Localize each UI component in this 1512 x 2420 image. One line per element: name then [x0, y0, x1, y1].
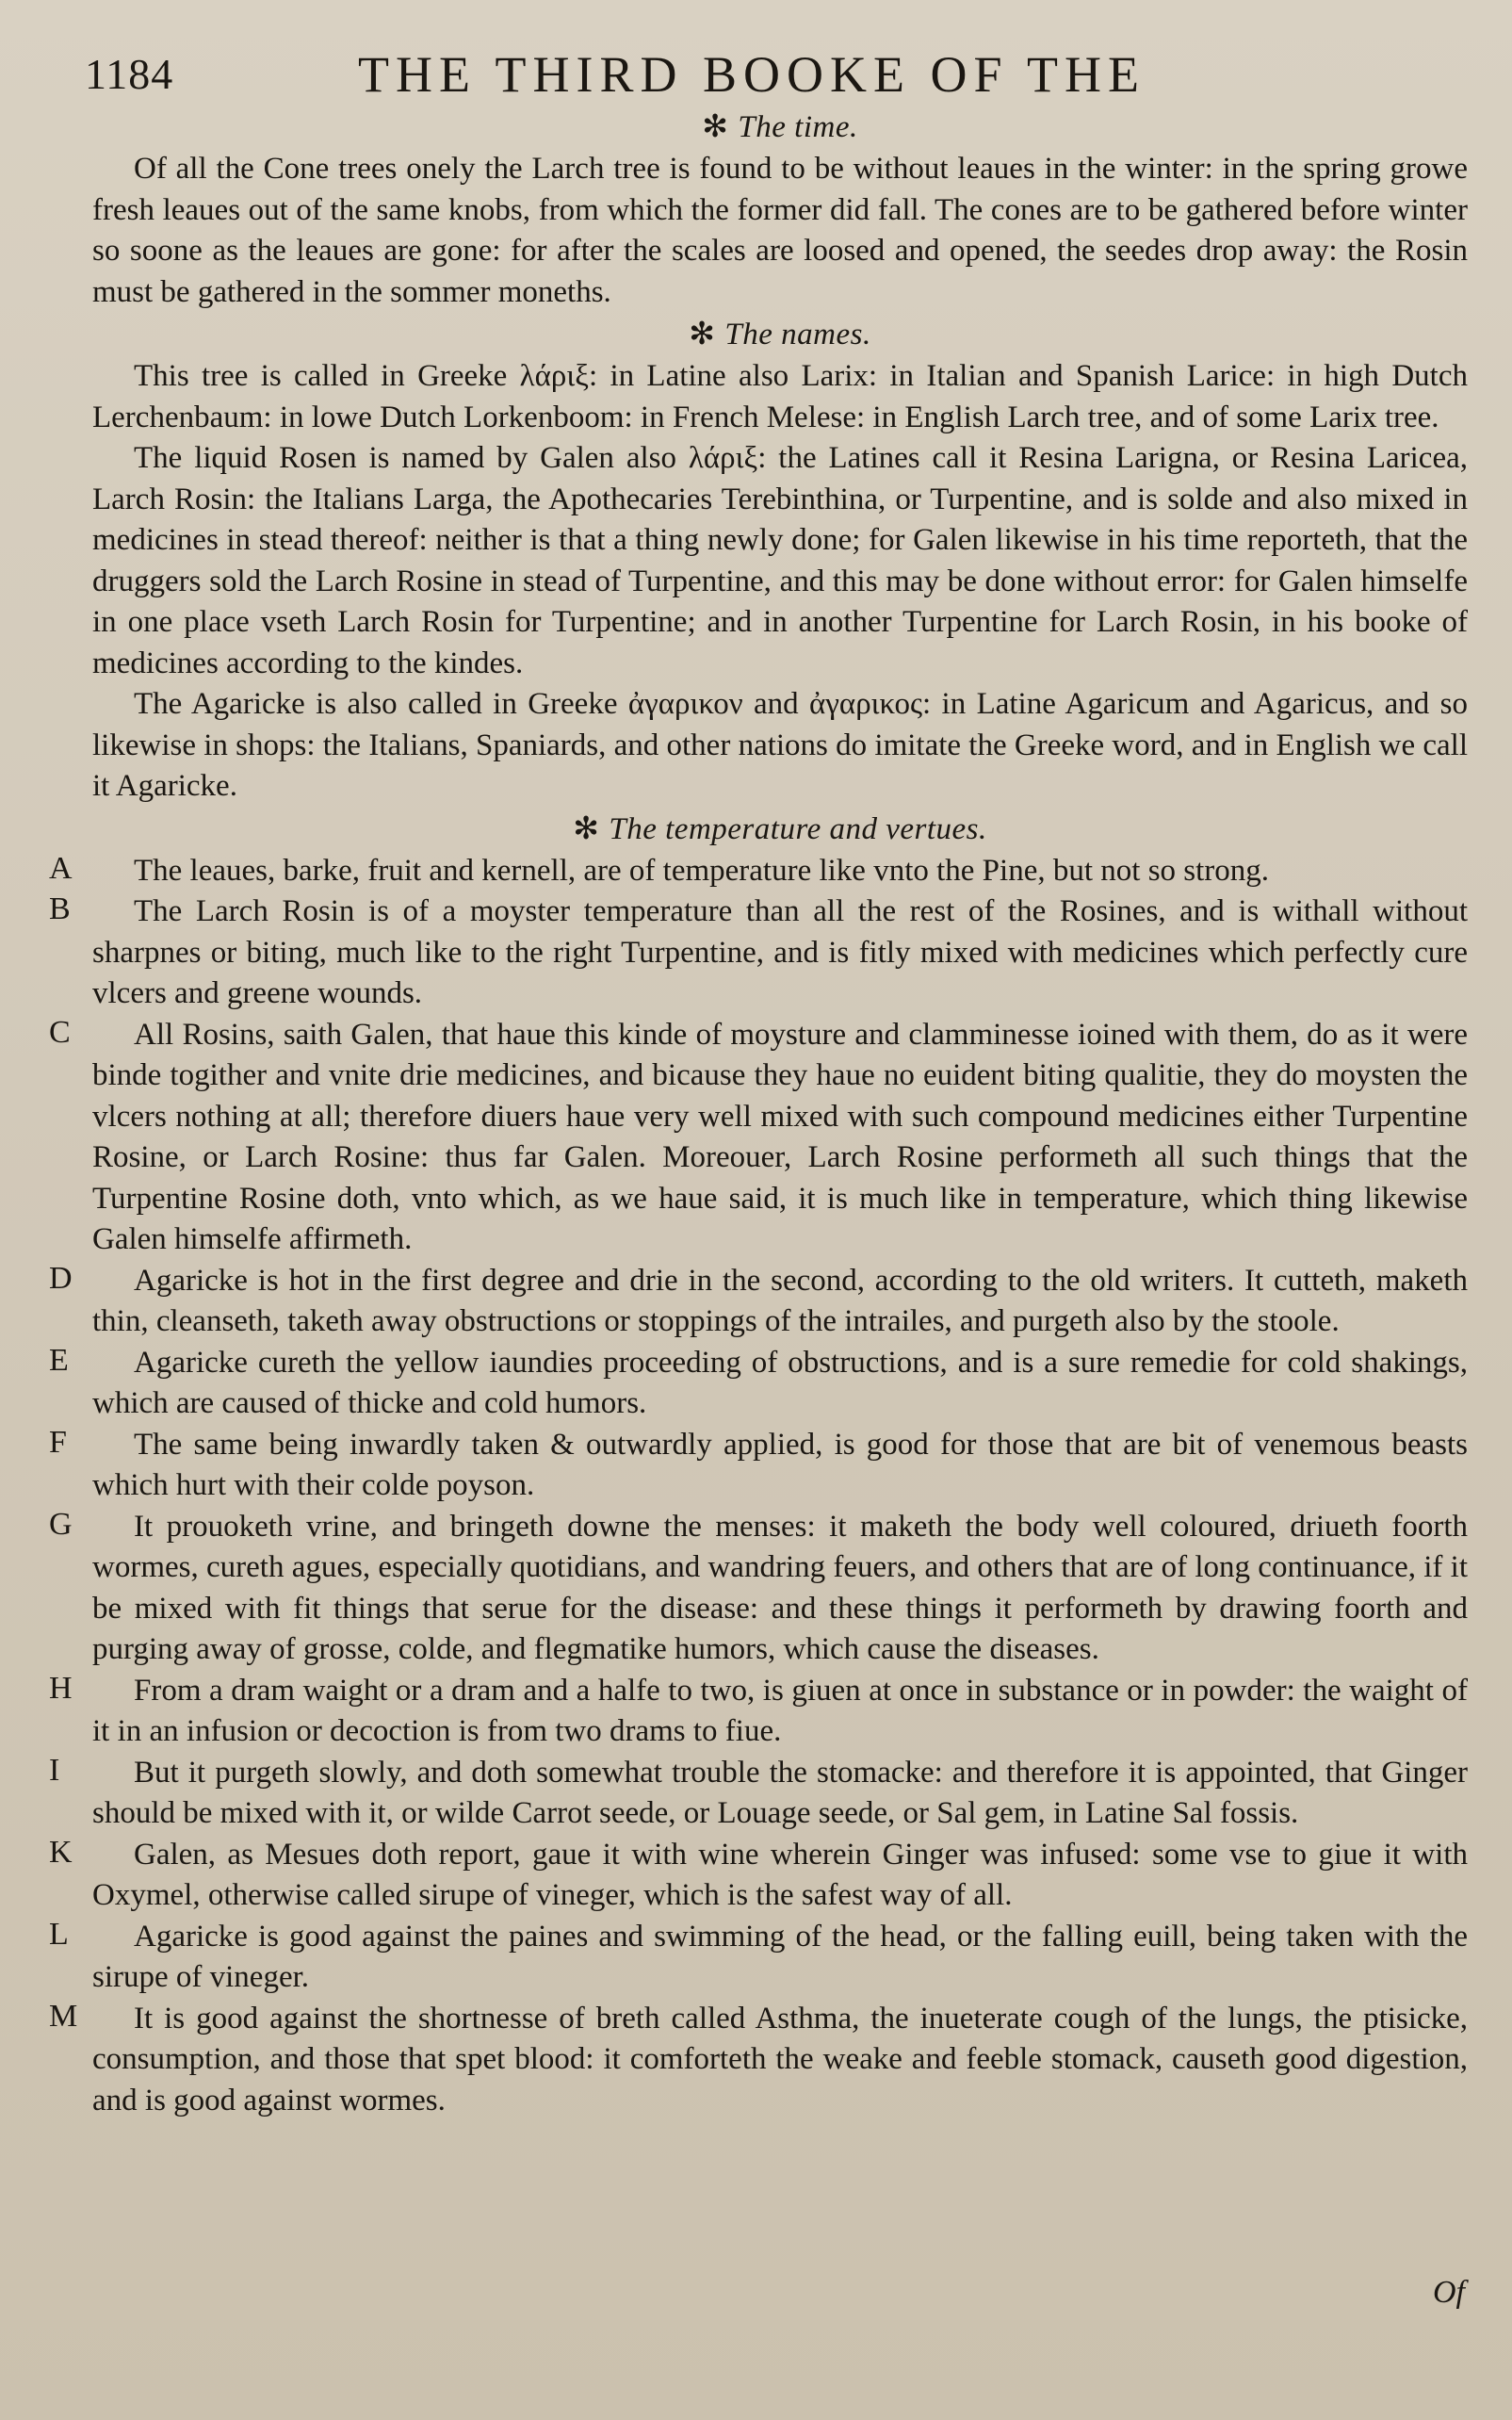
margin-letter: G: [49, 1506, 73, 1542]
margin-letter: A: [49, 850, 73, 886]
section-heading-temperature: ✻ The temperature and vertues.: [573, 811, 987, 846]
page-number: 1184: [85, 50, 174, 98]
catchword: Of: [1433, 2275, 1465, 2310]
vertue-entry-d: [49, 1260, 1468, 1343]
vertue-text: All Rosins, saith Galen, that haue this kinde of moysture and clamminesse ioined with them, do as it were binde togither and vnite drie medicines, and bicause they haue no euident biting qualitie, they do moysten the vlcers nothing at all; therefore diuers haue very well mixed with such compound medicines either Turpentine Rosine, or Larch Rosine: thus far Galen. Moreouer, Larch Rosine performeth all such things that the Turpentine Rosine doth, vnto which, as we haue said, it is much like in temperature, which thing likewise Galen himselfe affirmeth.: [92, 1017, 1468, 1256]
margin-letter: D: [49, 1260, 73, 1296]
vertue-entry-m: [49, 1998, 1468, 2122]
vertue-text: From a dram waight or a dram and a halfe to two, is giuen at once in substance or in powder: the waight of it in an infusion or decoction is from two drams to fiue.: [92, 1673, 1468, 1748]
vertue-text: The leaues, barke, fruit and kernell, are of temperature like vnto the Pine, but not so strong.: [134, 853, 1270, 888]
margin-letter: H: [49, 1670, 73, 1706]
paragraph-names-tree: This tree is called in Greeke λάριξ: in Latine also Larix: in Italian and Spanish Larice: in high Dutch Lerchenbaum: in lowe Dutch Lorkenboom: in French Melese: in English Larch tree, and of some Larix tree.: [92, 359, 1468, 434]
margin-letter: C: [49, 1014, 71, 1050]
vertue-entry-g: [49, 1506, 1468, 1671]
running-head: THE THIRD BOOKE OF THE: [358, 46, 1146, 103]
asterisk-icon: ✻: [573, 811, 600, 846]
page-body: [49, 106, 1468, 2121]
page-header: [85, 38, 1460, 104]
vertue-entry-c: [49, 1014, 1468, 1261]
margin-letter: I: [49, 1752, 60, 1788]
section-heading-names: ✻ The names.: [689, 318, 871, 352]
vertue-text: The Larch Rosin is of a moyster temperature than all the rest of the Rosines, and is withall without sharpnes or biting, much like to the right Turpentine, and is fitly mixed with medicines which perfectly cure vlcers and greene wounds.: [92, 894, 1468, 1010]
margin-letter: M: [49, 1998, 78, 2034]
margin-letter: K: [49, 1834, 73, 1870]
vertue-text: Agaricke is good against the paines and swimming of the head, or the falling euill, being taken with the sirupe of vineger.: [92, 1919, 1468, 1994]
vertue-text: Agaricke is hot in the first degree and drie in the second, according to the old writers. It cutteth, maketh thin, cleanseth, taketh away obstructions or stoppings of the intrailes, and purgeth also by the stoole.: [92, 1263, 1468, 1338]
vertue-entry-b: [49, 891, 1468, 1015]
vertue-text: It prouoketh vrine, and bringeth downe the menses: it maketh the body well coloured, driueth foorth wormes, cureth agues, especially quotidians, and wandring feuers, and others that are of long continuance, if it be mixed with fit things that serue for the disease: and these things it performeth by drawing foorth and purging away of grosse, colde, and flegmatike humors, which cause the diseases.: [92, 1509, 1468, 1666]
section-heading-time: ✻ The time.: [702, 110, 858, 144]
margin-letter: E: [49, 1342, 69, 1378]
vertue-text: It is good against the shortnesse of breth called Asthma, the inueterate cough of the lungs, the ptisicke, consumption, and those that spet blood: it comforteth the weake and feeble stomack, causeth good digestion, and is good against wormes.: [92, 2001, 1468, 2118]
vertue-entry-l: [49, 1916, 1468, 1999]
vertue-text: Galen, as Mesues doth report, gaue it with wine wherein Ginger was infused: some vse to giue it with Oxymel, otherwise called sirupe of vineger, which is the safest way of all.: [92, 1837, 1468, 1912]
vertue-entry-f: [49, 1424, 1468, 1507]
vertue-text: The same being inwardly taken & outwardly applied, is good for those that are bit of venemous beasts which hurt with their colde poyson.: [92, 1427, 1468, 1502]
asterisk-icon: ✻: [702, 110, 729, 144]
margin-letter: F: [49, 1424, 67, 1460]
vertue-text: But it purgeth slowly, and doth somewhat trouble the stomacke: and therefore it is appointed, that Ginger should be mixed with it, or wilde Carrot seede, or Louage seede, or Sal gem, in Latine Sal fossis.: [92, 1755, 1468, 1830]
asterisk-icon: ✻: [689, 318, 716, 352]
vertue-entry-i: [49, 1752, 1468, 1835]
vertue-text: Agaricke cureth the yellow iaundies proceeding of obstructions, and is a sure remedie for cold shakings, which are caused of thicke and cold humors.: [92, 1345, 1468, 1420]
paragraph-time: Of all the Cone trees onely the Larch tree is found to be without leaues in the winter: in the spring growe fresh leaues out of the same knobs, from which the former did fall. The cones are to be gathered before winter so soone as the leaues are gone: for after the scales are loosed and opened, the seedes drop away: the Rosin must be gathered in the sommer moneths.: [92, 152, 1468, 309]
vertue-entry-k: [49, 1834, 1468, 1917]
paragraph-names-agaricke: The Agaricke is also called in Greeke ἀγαρικον and ἀγαρικος: in Latine Agaricum and Agaricus, and so likewise in shops: the Italians, Spaniards, and other nations do imitate the Greeke word, and in English we call it Agaricke.: [92, 687, 1468, 803]
margin-letter: B: [49, 891, 71, 926]
vertue-entry-h: [49, 1670, 1468, 1753]
paragraph-names-rosin: The liquid Rosen is named by Galen also λάριξ: the Latines call it Resina Larigna, or Resina Laricea, Larch Rosin: the Italians Larga, the Apothecaries Terebinthina, or Turpentine, and is solde and also mixed in medicines in stead thereof: neither is that a thing newly done; for Galen likewise in his time reporteth, that the druggers sold the Larch Rosine in stead of Turpentine, and this may be done without error: for Galen himselfe in one place vseth Larch Rosin for Turpentine; and in another Turpentine for Larch Rosin, in his booke of medicines according to the kindes.: [92, 441, 1468, 680]
margin-letter: L: [49, 1916, 69, 1952]
vertue-entry-a: [49, 850, 1468, 892]
vertue-entry-e: [49, 1342, 1468, 1425]
